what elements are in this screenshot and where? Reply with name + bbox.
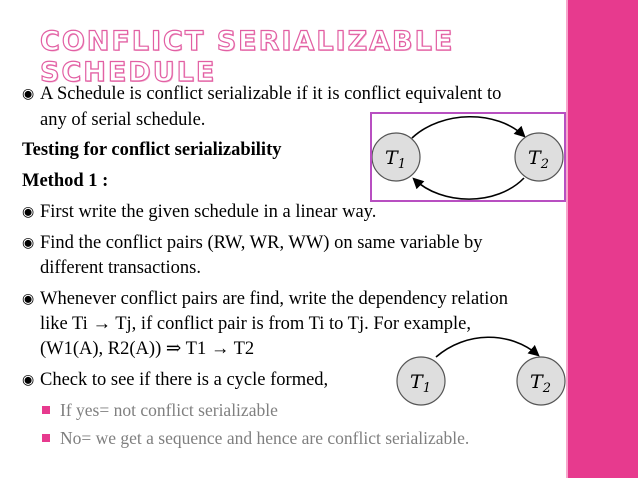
node-t2-label: $T_2$ <box>528 147 549 172</box>
bullet-icon: ◉ <box>22 292 35 307</box>
edge-t1-to-t2 <box>436 337 538 357</box>
node-t2-label: $T_2$ <box>530 371 551 396</box>
cycle-diagram <box>370 112 566 202</box>
text-line-9: like Ti → Tj, if conflict pair is from Ti to Tj. For example, <box>40 314 471 334</box>
sub-bullet-icon <box>42 434 50 442</box>
method-heading: Method 1 : <box>22 171 109 191</box>
text-line-11: Check to see if there is a cycle formed, <box>40 370 329 390</box>
text-line-7: different transactions. <box>40 258 201 278</box>
dependency-diagram-svg <box>392 335 566 407</box>
node-t1-label: $T_1$ <box>410 371 431 396</box>
slide-title: CONFLICT SERIALIZABLE SCHEDULE <box>40 26 455 88</box>
cycle-diagram-svg <box>372 114 564 200</box>
text-line-8: Whenever conflict pairs are find, write the dependency relation <box>40 289 508 309</box>
text-line-6: Find the conflict pairs (RW, WR, WW) on same variable by <box>40 233 483 253</box>
bullet-icon: ◉ <box>22 373 35 388</box>
edge-t1-to-t2 <box>412 117 524 138</box>
text-line-1: A Schedule is conflict serializable if it is conflict equivalent to <box>40 84 502 104</box>
section-heading: Testing for conflict serializability <box>22 140 282 160</box>
bullet-icon: ◉ <box>22 87 35 102</box>
bullet-icon: ◉ <box>22 236 35 251</box>
sub-text-line-1: If yes= not conflict serializable <box>60 400 278 420</box>
side-accent-bar <box>566 0 638 478</box>
dependency-diagram <box>392 335 566 407</box>
node-t1-label: $T_1$ <box>385 147 406 172</box>
bullet-icon: ◉ <box>22 205 35 220</box>
sub-text-line-2: No= we get a sequence and hence are conflict serializable. <box>60 428 470 448</box>
text-line-2: any of serial schedule. <box>40 110 206 130</box>
sub-bullet-icon <box>42 406 50 414</box>
text-line-10: (W1(A), R2(A)) ⇒ T1 → T2 <box>40 339 255 359</box>
edge-t2-to-t1 <box>414 178 524 199</box>
text-line-5: First write the given schedule in a linear way. <box>40 202 377 222</box>
